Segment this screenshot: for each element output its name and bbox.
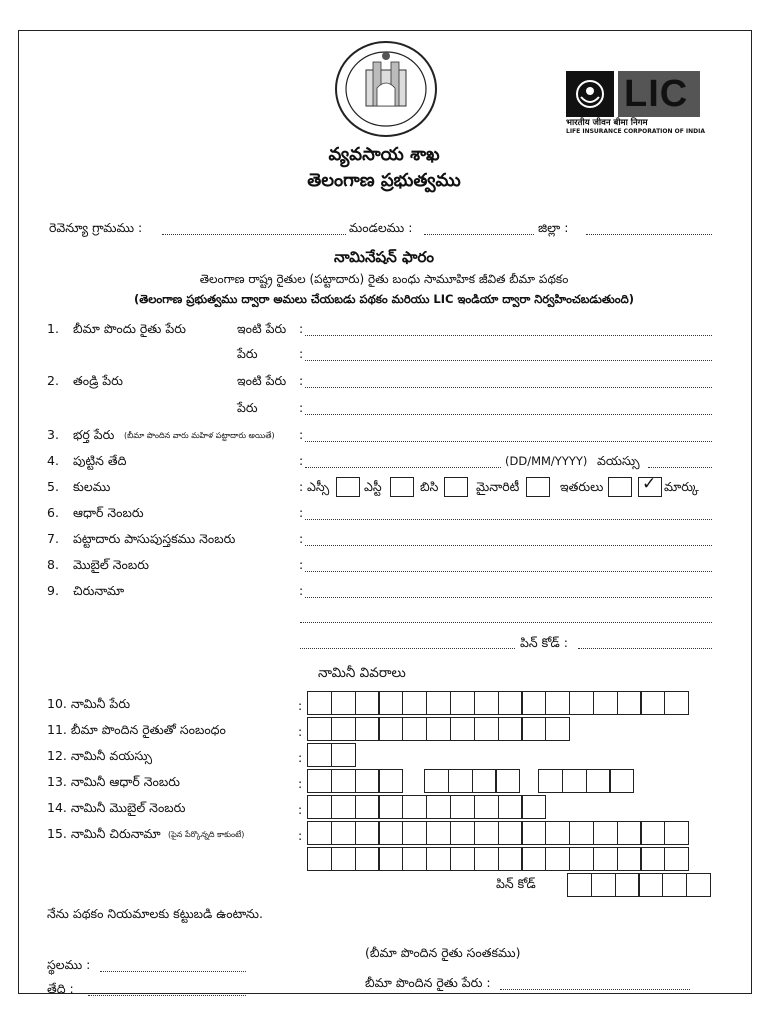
nominee-10-colon: : bbox=[298, 698, 303, 713]
input-cell[interactable] bbox=[426, 717, 451, 741]
field-6-label: ఆధార్ నెంబరు bbox=[73, 505, 144, 520]
field-2-surname-label: ఇంటి పేరు bbox=[237, 373, 287, 388]
field-2-name-colon: : bbox=[299, 400, 304, 415]
input-cell[interactable] bbox=[498, 795, 523, 819]
scheme-name: తెలంగాణ రాష్ట్ర రైతుల (పట్టాదారు) రైతు బంధు సామూహిక జీవిత బీమా పథకం bbox=[199, 272, 569, 286]
field-8-colon: : bbox=[299, 557, 304, 572]
input-cell[interactable] bbox=[378, 691, 403, 715]
field-5-number: 5. bbox=[47, 479, 59, 494]
input-cell[interactable] bbox=[402, 795, 427, 819]
mandal-field[interactable] bbox=[424, 234, 534, 235]
field-1-number: 1. bbox=[47, 321, 59, 336]
department-title: వ్యవసాయ శాఖ bbox=[328, 144, 440, 165]
input-cell[interactable] bbox=[426, 691, 451, 715]
district-field[interactable] bbox=[586, 234, 712, 235]
input-cell[interactable] bbox=[378, 821, 403, 845]
input-cell[interactable] bbox=[569, 847, 594, 871]
telangana-emblem bbox=[333, 40, 439, 138]
input-cell[interactable] bbox=[498, 847, 523, 871]
input-cell[interactable] bbox=[586, 769, 611, 793]
input-cell[interactable] bbox=[307, 691, 332, 715]
input-cell[interactable] bbox=[664, 821, 689, 845]
government-title: తెలంగాణ ప్రభుత్వము bbox=[307, 170, 461, 191]
caste-bc-label: బిసి bbox=[420, 479, 439, 494]
input-cell[interactable] bbox=[355, 795, 380, 819]
signature-label: (బీమా పొందిన రైతు సంతకము) bbox=[365, 945, 521, 960]
input-cell[interactable] bbox=[355, 691, 380, 715]
field-1-surname-input[interactable] bbox=[305, 335, 712, 336]
input-cell[interactable] bbox=[355, 821, 380, 845]
field-3-input[interactable] bbox=[305, 441, 712, 442]
input-cell[interactable] bbox=[426, 795, 451, 819]
input-cell[interactable] bbox=[640, 847, 665, 871]
input-cell[interactable] bbox=[450, 847, 475, 871]
nominee-15-label: 15. నామినీ చిరునామా bbox=[47, 826, 161, 841]
field-1-name-input[interactable] bbox=[305, 360, 712, 361]
input-cell[interactable] bbox=[521, 717, 546, 741]
caste-bc-checkbox[interactable] bbox=[444, 477, 468, 497]
input-cell[interactable] bbox=[450, 795, 475, 819]
input-cell[interactable] bbox=[307, 717, 332, 741]
input-cell[interactable] bbox=[640, 821, 665, 845]
input-cell[interactable] bbox=[474, 795, 499, 819]
passbook-input[interactable] bbox=[305, 545, 712, 546]
field-7-number: 7. bbox=[47, 531, 59, 546]
nominee-15-colon: : bbox=[298, 828, 303, 843]
field-4-label: పుట్టిన తేది bbox=[73, 453, 127, 468]
input-cell[interactable] bbox=[567, 873, 592, 897]
nominee-10-label: 10. నామినీ పేరు bbox=[47, 696, 131, 711]
input-cell[interactable] bbox=[331, 847, 356, 871]
input-cell[interactable] bbox=[307, 743, 332, 767]
mark-legend-label: మార్కు bbox=[664, 479, 699, 494]
input-cell[interactable] bbox=[545, 717, 570, 741]
input-cell[interactable] bbox=[615, 873, 640, 897]
input-cell[interactable] bbox=[686, 873, 711, 897]
district-label: జిల్లా : bbox=[538, 220, 569, 235]
field-4-colon: : bbox=[299, 453, 304, 468]
field-7-label: పట్టాదారు పాసుపుస్తకము నెంబరు bbox=[73, 531, 236, 546]
field-3-label: భర్త పేరు bbox=[73, 427, 115, 442]
input-cell[interactable] bbox=[402, 821, 427, 845]
dob-format: (DD/MM/YYYY) bbox=[505, 454, 588, 468]
aadhaar-input[interactable] bbox=[305, 519, 712, 520]
lic-wordmark: LIC bbox=[624, 73, 689, 115]
address-line-2[interactable] bbox=[300, 622, 712, 623]
nominee-11-colon: : bbox=[298, 724, 303, 739]
field-4-number: 4. bbox=[47, 453, 59, 468]
field-5-label: కులము bbox=[73, 479, 111, 494]
form-title: నామినేషన్ ఫారం bbox=[334, 248, 434, 266]
input-cell[interactable] bbox=[562, 769, 587, 793]
input-cell[interactable] bbox=[609, 769, 634, 793]
date-label: తేది : bbox=[47, 981, 74, 996]
revenue-village-label: రెవెన్యూ గ్రామము : bbox=[49, 220, 143, 235]
input-cell[interactable] bbox=[331, 717, 356, 741]
input-cell[interactable] bbox=[402, 691, 427, 715]
nominee-11-label: 11. బీమా పొందిన రైతుతో సంబంధం bbox=[47, 722, 226, 737]
declaration-text: నేను పథకం నియమాలకు కట్టుబడి ఉంటాను. bbox=[47, 906, 263, 921]
field-2-surname-colon: : bbox=[299, 373, 304, 388]
input-cell[interactable] bbox=[474, 847, 499, 871]
nominee-15-note: (పైన పేర్కొన్నది కాకుంటే) bbox=[168, 830, 245, 839]
address-line-1[interactable] bbox=[305, 597, 712, 598]
input-cell[interactable] bbox=[307, 795, 332, 819]
nominee-aadhaar-boxes-3[interactable] bbox=[538, 769, 634, 794]
input-cell[interactable] bbox=[498, 691, 523, 715]
field-1-name-label: పేరు bbox=[237, 346, 258, 361]
input-cell[interactable] bbox=[331, 691, 356, 715]
input-cell[interactable] bbox=[378, 717, 403, 741]
field-9-colon: : bbox=[299, 583, 304, 598]
input-cell[interactable] bbox=[538, 769, 563, 793]
input-cell[interactable] bbox=[472, 769, 497, 793]
field-3-colon: : bbox=[299, 427, 304, 442]
input-cell[interactable] bbox=[355, 717, 380, 741]
input-cell[interactable] bbox=[402, 847, 427, 871]
nominee-aadhaar-boxes-2[interactable] bbox=[424, 769, 520, 794]
input-cell[interactable] bbox=[593, 691, 618, 715]
field-3-number: 3. bbox=[47, 427, 59, 442]
input-cell[interactable] bbox=[307, 769, 332, 793]
age-input[interactable] bbox=[648, 467, 712, 468]
nominee-12-colon: : bbox=[298, 750, 303, 765]
input-cell[interactable] bbox=[498, 821, 523, 845]
field-2-label: తండ్రి పేరు bbox=[73, 373, 123, 388]
input-cell[interactable] bbox=[331, 769, 356, 793]
field-8-number: 8. bbox=[47, 557, 59, 572]
input-cell[interactable] bbox=[424, 769, 449, 793]
input-cell[interactable] bbox=[426, 847, 451, 871]
place-input[interactable] bbox=[100, 971, 246, 972]
field-5-colon: : bbox=[299, 479, 304, 494]
caste-minority-checkbox[interactable] bbox=[526, 477, 550, 497]
address-line-3[interactable] bbox=[300, 648, 515, 649]
input-cell[interactable] bbox=[474, 691, 499, 715]
input-cell[interactable] bbox=[355, 847, 380, 871]
input-cell[interactable] bbox=[450, 691, 475, 715]
input-cell[interactable] bbox=[450, 717, 475, 741]
nominee-address-boxes-2[interactable] bbox=[307, 847, 689, 872]
input-cell[interactable] bbox=[307, 821, 332, 845]
input-cell[interactable] bbox=[450, 821, 475, 845]
lic-english-name: LIFE INSURANCE CORPORATION OF INDIA bbox=[566, 128, 706, 135]
nominee-mobile-boxes[interactable] bbox=[307, 795, 546, 820]
caste-others-checkbox[interactable] bbox=[608, 477, 632, 497]
nominee-name-boxes[interactable] bbox=[307, 691, 689, 716]
field-2-name-input[interactable] bbox=[305, 414, 712, 415]
pin-label: పిన్ కోడ్ : bbox=[520, 635, 568, 650]
field-1-name-colon: : bbox=[299, 346, 304, 361]
input-cell[interactable] bbox=[426, 821, 451, 845]
input-cell[interactable] bbox=[593, 821, 618, 845]
nominee-pin-label: పిన్ కోడ్ bbox=[496, 876, 536, 891]
input-cell[interactable] bbox=[521, 847, 546, 871]
input-cell[interactable] bbox=[638, 873, 663, 897]
input-cell[interactable] bbox=[307, 847, 332, 871]
nominee-heading: నామినీ వివరాలు bbox=[318, 665, 406, 681]
mandal-label: మండలము : bbox=[349, 220, 413, 235]
nominee-14-colon: : bbox=[298, 802, 303, 817]
field-9-label: చిరునామా bbox=[73, 583, 125, 598]
field-9-number: 9. bbox=[47, 583, 59, 598]
field-1-surname-colon: : bbox=[299, 321, 304, 336]
caste-st-checkbox[interactable] bbox=[390, 477, 414, 497]
input-cell[interactable] bbox=[331, 821, 356, 845]
field-3-note: (బీమా పొందిన వారు మహిళ పట్టాదారు అయితే) bbox=[124, 431, 275, 440]
input-cell[interactable] bbox=[331, 795, 356, 819]
field-6-colon: : bbox=[299, 505, 304, 520]
pin-input[interactable] bbox=[578, 648, 712, 649]
relationship-boxes[interactable] bbox=[307, 717, 570, 742]
input-cell[interactable] bbox=[474, 717, 499, 741]
input-cell[interactable] bbox=[662, 873, 687, 897]
nominee-12-label: 12. నామినీ వయస్సు bbox=[47, 748, 153, 763]
field-1-surname-label: ఇంటి పేరు bbox=[237, 321, 287, 336]
dob-input[interactable] bbox=[305, 467, 501, 468]
nominee-age-boxes[interactable] bbox=[307, 743, 356, 768]
input-cell[interactable] bbox=[498, 717, 523, 741]
check-mark-icon: ✓ bbox=[642, 474, 657, 494]
input-cell[interactable] bbox=[545, 691, 570, 715]
input-cell[interactable] bbox=[448, 769, 473, 793]
input-cell[interactable] bbox=[331, 743, 356, 767]
caste-others-label: ఇతరులు bbox=[560, 479, 604, 494]
input-cell[interactable] bbox=[495, 769, 520, 793]
input-cell[interactable] bbox=[593, 847, 618, 871]
input-cell[interactable] bbox=[378, 795, 403, 819]
field-1-label: బీమా పొందు రైతు పేరు bbox=[73, 321, 186, 336]
caste-st-label: ఎస్టీ bbox=[364, 479, 382, 494]
input-cell[interactable] bbox=[378, 769, 403, 793]
input-cell[interactable] bbox=[521, 795, 546, 819]
input-cell[interactable] bbox=[521, 821, 546, 845]
place-label: స్థలము : bbox=[47, 957, 91, 972]
input-cell[interactable] bbox=[617, 847, 642, 871]
nominee-aadhaar-boxes-1[interactable] bbox=[307, 769, 403, 794]
field-6-number: 6. bbox=[47, 505, 59, 520]
caste-minority-label: మైనారిటీ bbox=[476, 479, 520, 494]
date-input[interactable] bbox=[88, 995, 246, 996]
input-cell[interactable] bbox=[545, 847, 570, 871]
caste-sc-label: ఎస్సీ bbox=[307, 479, 330, 494]
lic-logo bbox=[566, 71, 700, 121]
input-cell[interactable] bbox=[402, 717, 427, 741]
caste-sc-checkbox[interactable] bbox=[336, 477, 360, 497]
age-label: వయస్సు bbox=[597, 453, 640, 468]
nominee-pin-boxes[interactable] bbox=[567, 873, 711, 898]
field-7-colon: : bbox=[299, 531, 304, 546]
input-cell[interactable] bbox=[617, 691, 642, 715]
farmer-name-input[interactable] bbox=[500, 989, 690, 990]
input-cell[interactable] bbox=[664, 847, 689, 871]
input-cell[interactable] bbox=[664, 691, 689, 715]
nominee-13-colon: : bbox=[298, 776, 303, 791]
nominee-14-label: 14. నామినీ మొబైల్ నెంబరు bbox=[47, 800, 186, 815]
input-cell[interactable] bbox=[591, 873, 616, 897]
field-2-name-label: పేరు bbox=[237, 400, 258, 415]
field-2-surname-input[interactable] bbox=[305, 387, 712, 388]
input-cell[interactable] bbox=[640, 691, 665, 715]
lic-hindi-name: भारतीय जीवन बीमा निगम bbox=[566, 118, 648, 128]
revenue-village-field[interactable] bbox=[162, 234, 346, 235]
field-8-label: మొబైల్ నెంబరు bbox=[73, 557, 149, 572]
input-cell[interactable] bbox=[569, 821, 594, 845]
farmer-name-label: బీమా పొందిన రైతు పేరు : bbox=[365, 975, 491, 990]
input-cell[interactable] bbox=[569, 691, 594, 715]
nominee-address-boxes-1[interactable] bbox=[307, 821, 689, 846]
input-cell[interactable] bbox=[474, 821, 499, 845]
nominee-13-label: 13. నామినీ ఆధార్ నెంబరు bbox=[47, 774, 181, 789]
input-cell[interactable] bbox=[521, 691, 546, 715]
input-cell[interactable] bbox=[545, 821, 570, 845]
field-2-number: 2. bbox=[47, 373, 59, 388]
input-cell[interactable] bbox=[617, 821, 642, 845]
input-cell[interactable] bbox=[355, 769, 380, 793]
mobile-input[interactable] bbox=[305, 571, 712, 572]
input-cell[interactable] bbox=[378, 847, 403, 871]
scheme-note: (తెలంగాణ ప్రభుత్వము ద్వారా అమలు చేయబడు పథకం మరియు LIC ఇండియా ద్వారా నిర్వహించబడుతుంది) bbox=[134, 292, 634, 306]
